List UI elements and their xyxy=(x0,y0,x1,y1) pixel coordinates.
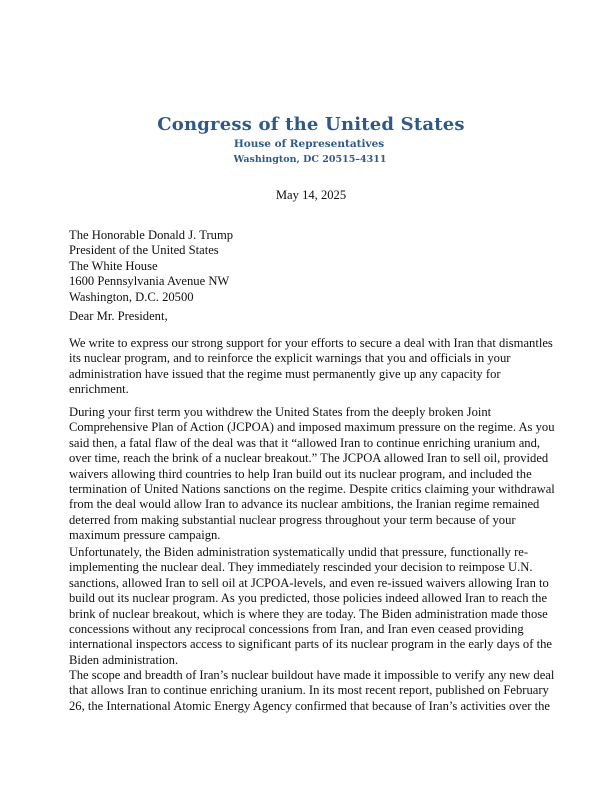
paragraph-line: 26, the International Atomic Energy Agency confirmed that because of Iran’s activities over the xyxy=(69,698,550,713)
paragraph-line: Comprehensive Plan of Action (JCPOA) and imposed maximum pressure on the regime. As you xyxy=(69,420,555,435)
paragraph-line: build out its nuclear program. As you predicted, those policies indeed allowed Iran to reach the xyxy=(69,591,548,606)
paragraph-line: enrichment. xyxy=(69,382,129,397)
paragraph-line: from the deal would allow Iran to advance its nuclear ambitions, the Iranian regime remained xyxy=(69,497,540,512)
paragraph-4 xyxy=(69,668,555,714)
paragraph-2 xyxy=(69,405,555,544)
paragraph-3 xyxy=(69,545,552,668)
recipient-address xyxy=(69,228,539,305)
paragraph-line: its nuclear program, and to reinforce the explicit warnings that you and officials in your xyxy=(69,351,511,366)
paragraph-line: that allows Iran to continue enriching uranium. In its most recent report, published on February xyxy=(69,683,549,698)
paragraph-line: said then, a fatal flaw of the deal was that it “allowed Iran to continue enriching uranium and, xyxy=(69,435,541,450)
address-line: President of the United States xyxy=(69,243,219,258)
paragraph-line: maximum pressure campaign. xyxy=(69,528,221,543)
paragraph-line: Biden administration. xyxy=(69,652,179,667)
paragraph-line: administration have issued that the regime must permanently give up any capacity for xyxy=(69,366,501,381)
address-line: The Honorable Donald J. Trump xyxy=(69,228,234,242)
paragraph-line: over time, reach the brink of a nuclear breakout.” The JCPOA allowed Iran to sell oil, provided xyxy=(69,451,549,466)
letterhead-address: Washington, DC 20515–4311 xyxy=(233,154,387,165)
paragraph-line: implementing the nuclear deal. They immediately rescinded your decision to reimpose U.N. xyxy=(69,560,533,575)
paragraph-line: concessions without any reciprocal concessions from Iran, and Iran even ceased providing xyxy=(69,622,524,637)
letter-date: May 14, 2025 xyxy=(275,188,347,202)
paragraph-line: During your first term you withdrew the United States from the deeply broken Joint xyxy=(69,405,492,419)
paragraph-line: Unfortunately, the Biden administration systematically undid that pressure, functionally re- xyxy=(69,545,529,559)
paragraph-1 xyxy=(69,336,553,398)
address-line: The White House xyxy=(69,258,158,273)
paragraph-line: brink of nuclear breakout, which is where they are today. The Biden administration made those xyxy=(69,606,548,621)
address-line: 1600 Pennsylvania Avenue NW xyxy=(69,274,230,289)
paragraph-line: deterred from making substantial nuclear progress throughout your term because of your xyxy=(69,512,516,527)
paragraph-line: international inspectors access to significant parts of its nuclear program in the early days of the xyxy=(69,637,552,652)
letterhead-house: House of Representatives xyxy=(233,138,385,150)
paragraph-line: termination of United Nations sanctions on the regime. Despite critics claiming your withdrawal xyxy=(69,482,555,497)
letterhead-congress: Congress of the United States xyxy=(157,114,465,135)
paragraph-line: We write to express our strong support for your efforts to secure a deal with Iran that dismantles xyxy=(69,336,553,350)
letterhead xyxy=(0,114,608,167)
paragraph-line: The scope and breadth of Iran’s nuclear buildout have made it impossible to verify any new deal xyxy=(69,668,555,682)
salutation: Dear Mr. President, xyxy=(69,309,168,323)
address-line: Washington, D.C. 20500 xyxy=(69,289,194,304)
paragraph-line: waivers allowing third countries to help Iran build out its nuclear program, and included the xyxy=(69,466,532,481)
paragraph-line: sanctions, allowed Iran to sell oil at JCPOA-levels, and even re-issued waivers allowing Iran to xyxy=(69,575,549,590)
